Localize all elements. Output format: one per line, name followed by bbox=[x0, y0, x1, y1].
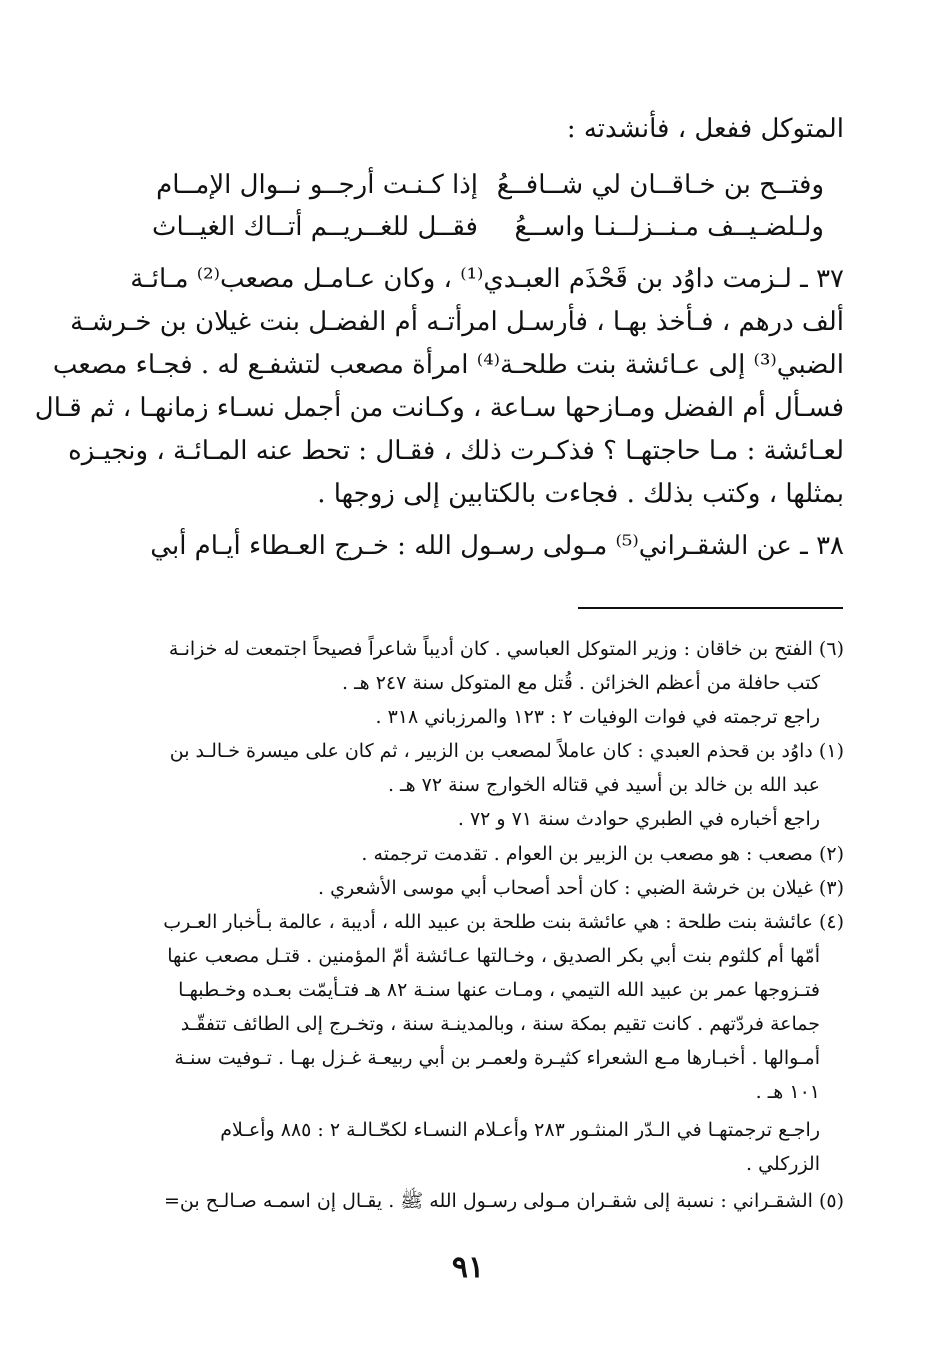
footnote-line: أمّها أم كلثوم بنت أبي بكر الصديق ، وخـالتها عـائشة أمّ المؤمنين . قتـل مصعب عنها bbox=[167, 945, 820, 967]
footnote-line: راجـع ترجمتهـا في الـدّر المنثـور ٢٨٣ وأعـلام النسـاء لكحّـالـة ٢ : ٨٨٥ وأعـلام bbox=[220, 1119, 820, 1141]
footnote-line: (٥) الشقـراني : نسبة إلى شقـران مـولى رسـول الله ﷺ . يقـال إن اسمـه صـالـح بن= bbox=[163, 1190, 844, 1212]
footnote-line: (٦) الفتح بن خاقان : وزير المتوكل العباسي . كان أديباً شاعراً فصيحاً اجتمعت له خزانـة bbox=[168, 638, 844, 660]
paragraph-37-line: بمثلها ، وكتب بذلك . فجاءت بالكتابين إلى زوجها . bbox=[317, 479, 844, 509]
footnote-line: عبد الله بن خالد بن أسيد في قتاله الخوارج سنة ٧٢ هـ . bbox=[387, 774, 820, 796]
footnote-line: كتب حافلة من أعظم الخزائن . قُتل مع المتوكل سنة ٢٤٧ هـ . bbox=[341, 672, 820, 694]
footnote-line: راجع ترجمته في فوات الوفيات ٢ : ١٢٣ والمرزباني ٣١٨ . bbox=[375, 706, 820, 728]
paragraph-37-line: فسـأل أم الفضل ومـازحها سـاعة ، وكـانت من أجمل نسـاء زمانهـا ، ثم قـال bbox=[34, 393, 844, 423]
verse-1-first-hemistich: إذا كـنـت أرجــو نــوال الإمــام bbox=[156, 170, 478, 200]
footnote-line: ١٠١ هـ . bbox=[755, 1081, 820, 1103]
verse-1-second-hemistich: وفتــح بن خـاقــان لي شــافــعُ bbox=[496, 170, 824, 200]
page-number: ٩١ bbox=[451, 1250, 485, 1285]
footnote-line: (٤) عائشة بنت طلحة : هي عائشة بنت طلحة بن عبيد الله ، أديبة ، عالمة بـأخبار العـرب bbox=[163, 911, 844, 933]
paragraph-37-line: ألف درهم ، فـأخذ بهـا ، فأرسـل امرأتـه أم الفضـل بنت غيلان بن خـرشـة bbox=[70, 307, 844, 337]
footnote-line: أمـوالها . أخبـارها مـع الشعراء كثيـرة ولعمـر بن أبي ربيعـة غـزل بهـا . تـوفيت سنـة bbox=[174, 1047, 820, 1069]
footnote-line: جماعة فردّتهم . كانت تقيم بمكة سنة ، وبالمدينـة سنة ، وتخـرج إلى الطائف تتفقّـد bbox=[180, 1013, 820, 1035]
footnote-line: راجع أخباره في الطبري حوادث سنة ٧١ و ٧٢ . bbox=[457, 808, 820, 830]
paragraph-37-line: الضبي⁽³⁾ إلى عـائشة بنت طلحـة⁽⁴⁾ امرأة مصعب لتشفـع له . فجـاء مصعب bbox=[52, 350, 844, 380]
paragraph-37-line: لعـائشة : مـا حاجتهـا ؟ فذكـرت ذلك ، فقـال : تحط عنه المـائـة ، ونجيـزه bbox=[68, 436, 844, 466]
footnote-separator bbox=[578, 607, 843, 609]
verse-2-second-hemistich: ولـلضـيــف مـنــزلــنـا واســعُ bbox=[514, 212, 824, 242]
footnote-line: (٣) غيلان بن خرشة الضبي : كان أحد أصحاب أبي موسى الأشعري . bbox=[318, 877, 844, 899]
intro-line: المتوكل ففعل ، فأنشدته : bbox=[566, 114, 844, 144]
footnote-line: الزركلي . bbox=[746, 1153, 820, 1175]
paragraph-38-line: ٣٨ ـ عن الشقـراني⁽⁵⁾ مـولى رسـول الله : خـرج العـطاء أيـام أبي bbox=[150, 531, 844, 561]
footnote-line: فتـزوجها عمر بن عبيد الله التيمي ، ومـات عنها سنـة ٨٢ هـ فتـأيمّت بعـده وخـطبهـا bbox=[178, 979, 820, 1001]
verse-2-first-hemistich: فقــل للغــريــم أتــاك الغيــاث bbox=[152, 212, 478, 242]
footnote-line: (١) داوُد بن قحذم العبدي : كان عاملاً لمصعب بن الزبير ، ثم كان على ميسرة خـالـد بن bbox=[169, 740, 844, 762]
footnote-line: (٢) مصعب : هو مصعب بن الزبير بن العوام . تقدمت ترجمته . bbox=[361, 843, 844, 865]
paragraph-37-line: ٣٧ ـ لـزمت داوُد بن قَحْذَم العبـدي⁽¹⁾ ، وكان عـامـل مصعب⁽²⁾ مـائـة bbox=[130, 264, 844, 294]
